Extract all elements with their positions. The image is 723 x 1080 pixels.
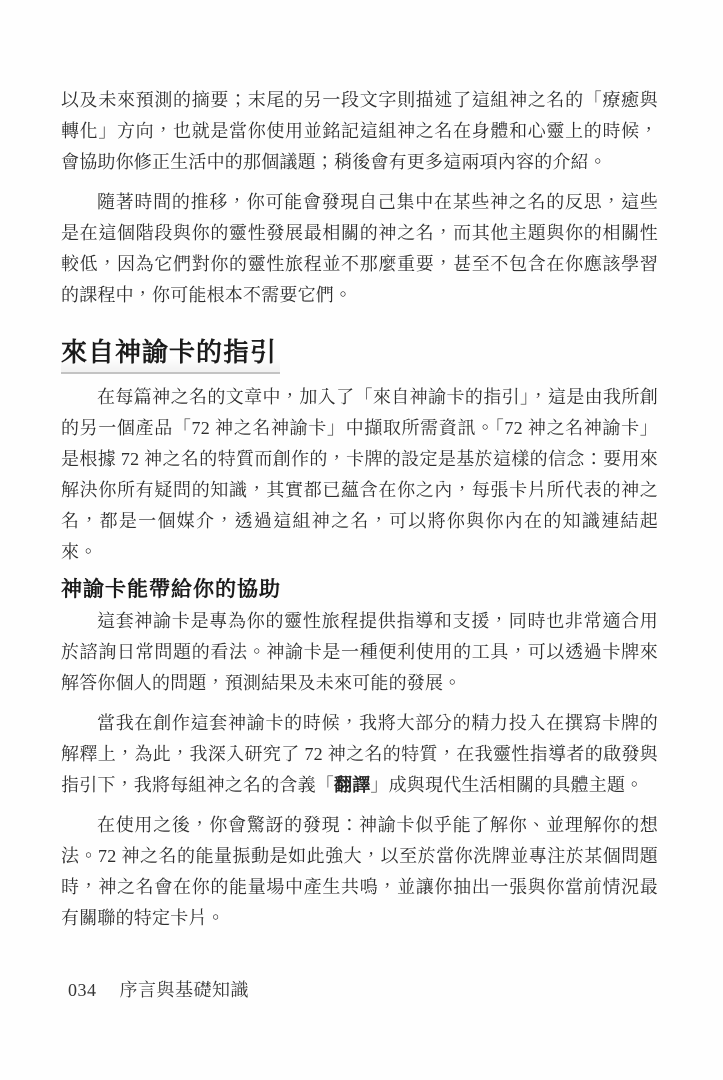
body-paragraph-3: 在每篇神之名的文章中，加入了「來自神諭卡的指引」，這是由我所創的另一個產品「72 神之名神諭卡」中擷取所需資訊。「72 神之名神諭卡」是根據 72 神之名的特質而創作的，卡牌的設定是基於這樣的信念：要用來解決你所有疑問的知識，其實都已蘊含在你之內，每張卡片所代表的神之名，都是一個媒介，透過這組神之名，可以將你與你內在的知識連結起來。 [61, 387, 658, 562]
body-paragraph-6: 在使用之後，你會驚訝的發現：神諭卡似乎能了解你、並理解你的想法。72 神之名的能量振動是如此強大，以至於當你洗牌並專注於某個問題時，神之名會在你的能量場中產生共鳴，並讓你抽出一張與你當前情況最有關聯的特定卡片。 [61, 815, 658, 928]
emphasized-term: 翻譯 [334, 775, 371, 795]
body-paragraph-2: 隨著時間的推移，你可能會發現自己集中在某些神之名的反思，這些是在這個階段與你的靈性發展最相關的神之名，而其他主題與你的相關性較低，因為它們對你的靈性旅程並不那麼重要，甚至不包含在你應該學習的課程中，你可能根本不需要它們。 [61, 192, 658, 305]
paragraph-5-text-pre: 當我在創作這套神諭卡的時候，我將大部分的精力投入在撰寫卡牌的解釋上，為此，我深入研究了 72 神之名的特質，在我靈性指導者的啟發與指引下，我將每組神之名的含義「 [61, 713, 658, 795]
paragraph-5-text-post: 」成與現代生活相關的具體主題。 [370, 775, 644, 795]
page-number: 034 [68, 980, 97, 1000]
section-heading-text: 來自神諭卡的指引 [61, 337, 280, 374]
running-section-title: 序言與基礎知識 [119, 980, 249, 1000]
body-paragraph-5 [61, 708, 658, 801]
body-paragraph-1: 以及未來預測的摘要；末尾的另一段文字則描述了這組神之名的「療癒與轉化」方向，也就是當你使用並銘記這組神之名在身體和心靈上的時候，會協助你修正生活中的那個議題；稍後會有更多這兩項內容的介紹。 [61, 90, 658, 172]
body-paragraph-4: 這套神諭卡是專為你的靈性旅程提供指導和支援，同時也非常適合用於諮詢日常問題的看法。神諭卡是一種便利使用的工具，可以透過卡牌來解答你個人的問題，預測結果及未來可能的發展。 [61, 611, 658, 693]
subsection-heading: 神諭卡能帶給你的協助 [61, 578, 281, 601]
section-heading [61, 337, 658, 374]
page-footer [68, 979, 249, 1001]
